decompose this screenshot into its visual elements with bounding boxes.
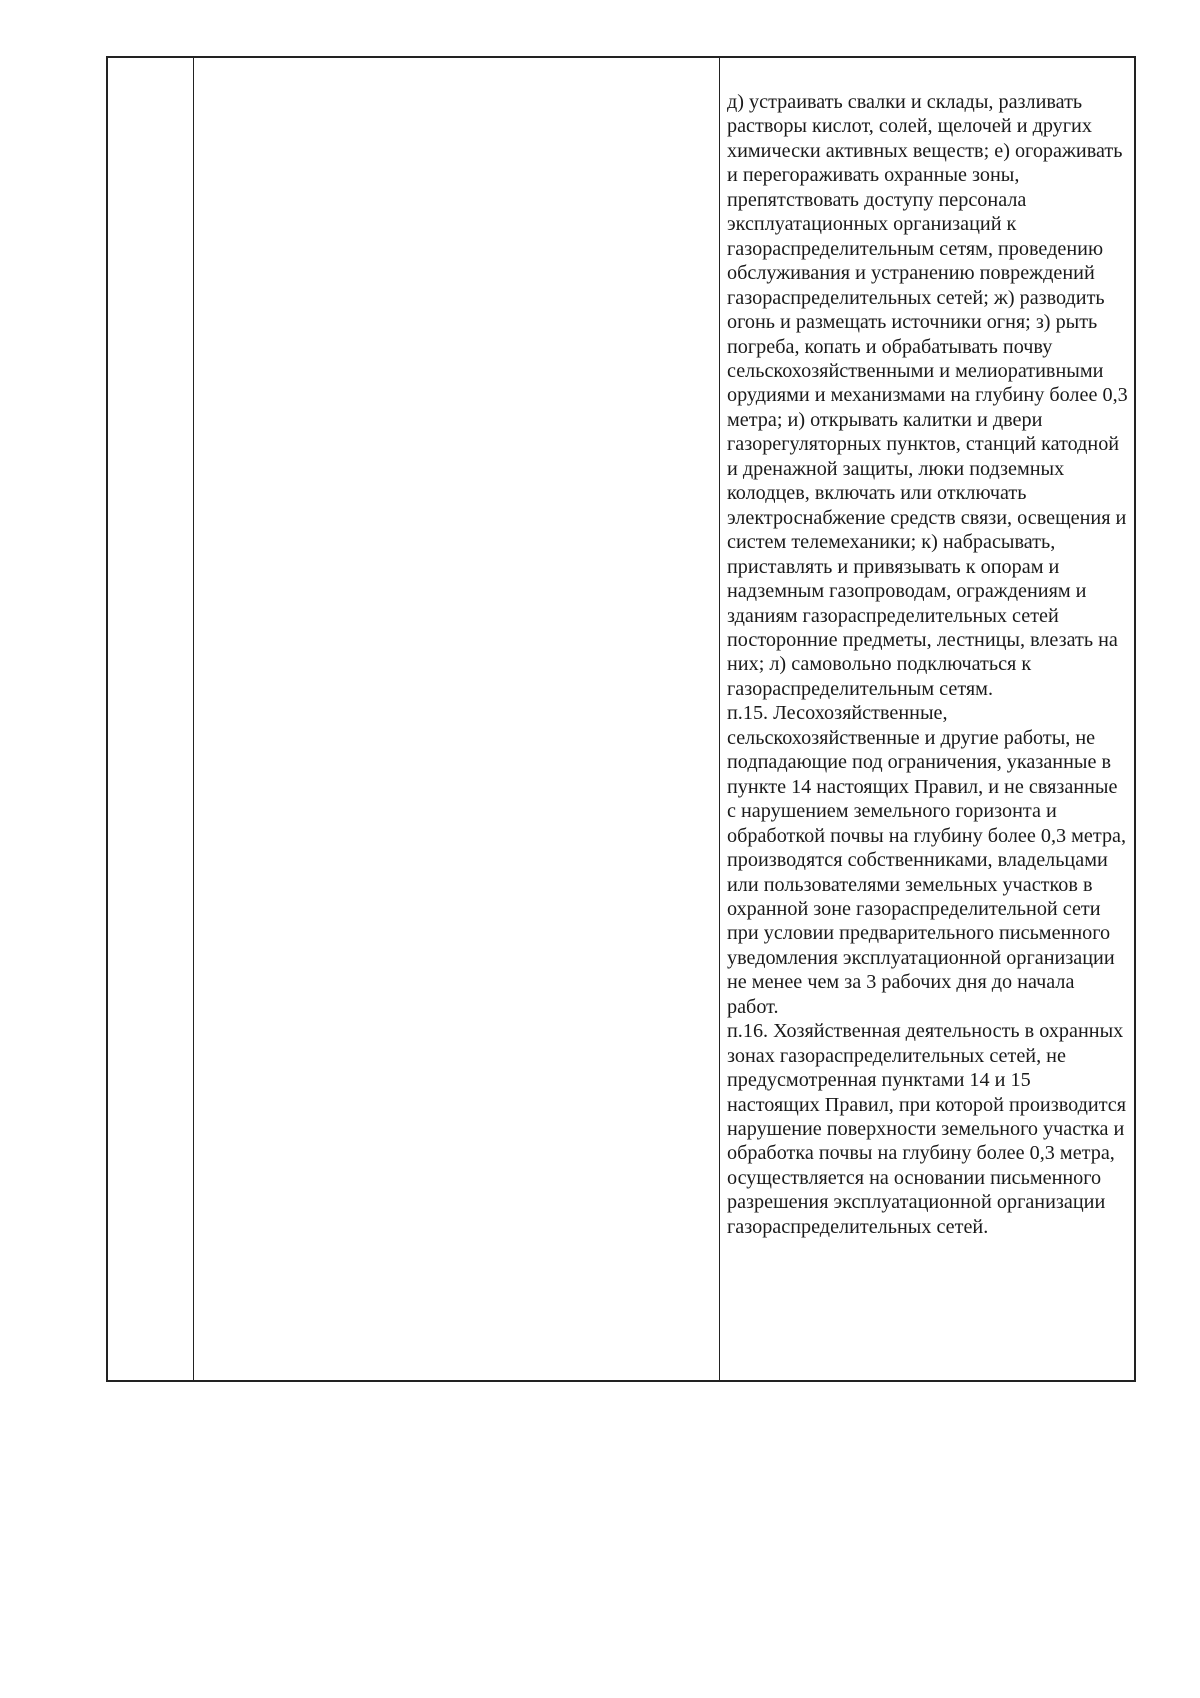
restrictions-paragraph-16: п.16. Хозяйственная деятельность в охранных зонах газораспределительных сетей, не предусмотренная пунктами 14 и 15 настоящих Правил, при которой производится нарушение поверхности земельного участка и обработка почвы на глубину более 0,3 метра, осуществляется на основании письменного разрешения эксплуатационной организации газораспределительных сетей. — [727, 1020, 1127, 1238]
restrictions-paragraph-14: д) устраивать свалки и склады, разливать растворы кислот, солей, щелочей и других химически активных веществ; е) огораживать и перегораживать охранные зоны, препятствовать доступу персонала эксплуатационных организаций к газораспределительным сетям, проведению обслуживания и устранению повреждений газораспределительных сетей; ж) разводить огонь и размещать источники огня; з) рыть погреба, копать и обрабатывать почву сельскохозяйственными и мелиоративными орудиями и механизмами на глубину более 0,3 метра; и) открывать калитки и двери газорегуляторных пунктов, станций катодной и дренажной защиты, люки подземных колодцев, включать или отключать электроснабжение средств связи, освещения и систем телемеханики; к) набрасывать, приставлять и привязывать к опорам и надземным газопроводам, ограждениям и зданиям газораспределительных сетей посторонние предметы, лестницы, влезать на них; л) самовольно подключаться к газораспределительным сетям. — [727, 91, 1128, 700]
table-cell-restrictions — [720, 58, 1134, 1380]
table-cell-number — [108, 58, 194, 1380]
document-table — [106, 56, 1136, 1382]
table-cell-name — [194, 58, 720, 1380]
restrictions-paragraph-15: п.15. Лесохозяйственные, сельскохозяйственные и другие работы, не подпадающие под ограничения, указанные в пункте 14 настоящих Правил, и не связанные с нарушением земельного горизонта и обработкой почвы на глубину более 0,3 метра, производятся собственниками, владельцами или пользователями земельных участков в охранной зоне газораспределительной сети при условии предварительного письменного уведомления эксплуатационной организации не менее чем за 3 рабочих дня до начала работ. — [727, 702, 1127, 1018]
